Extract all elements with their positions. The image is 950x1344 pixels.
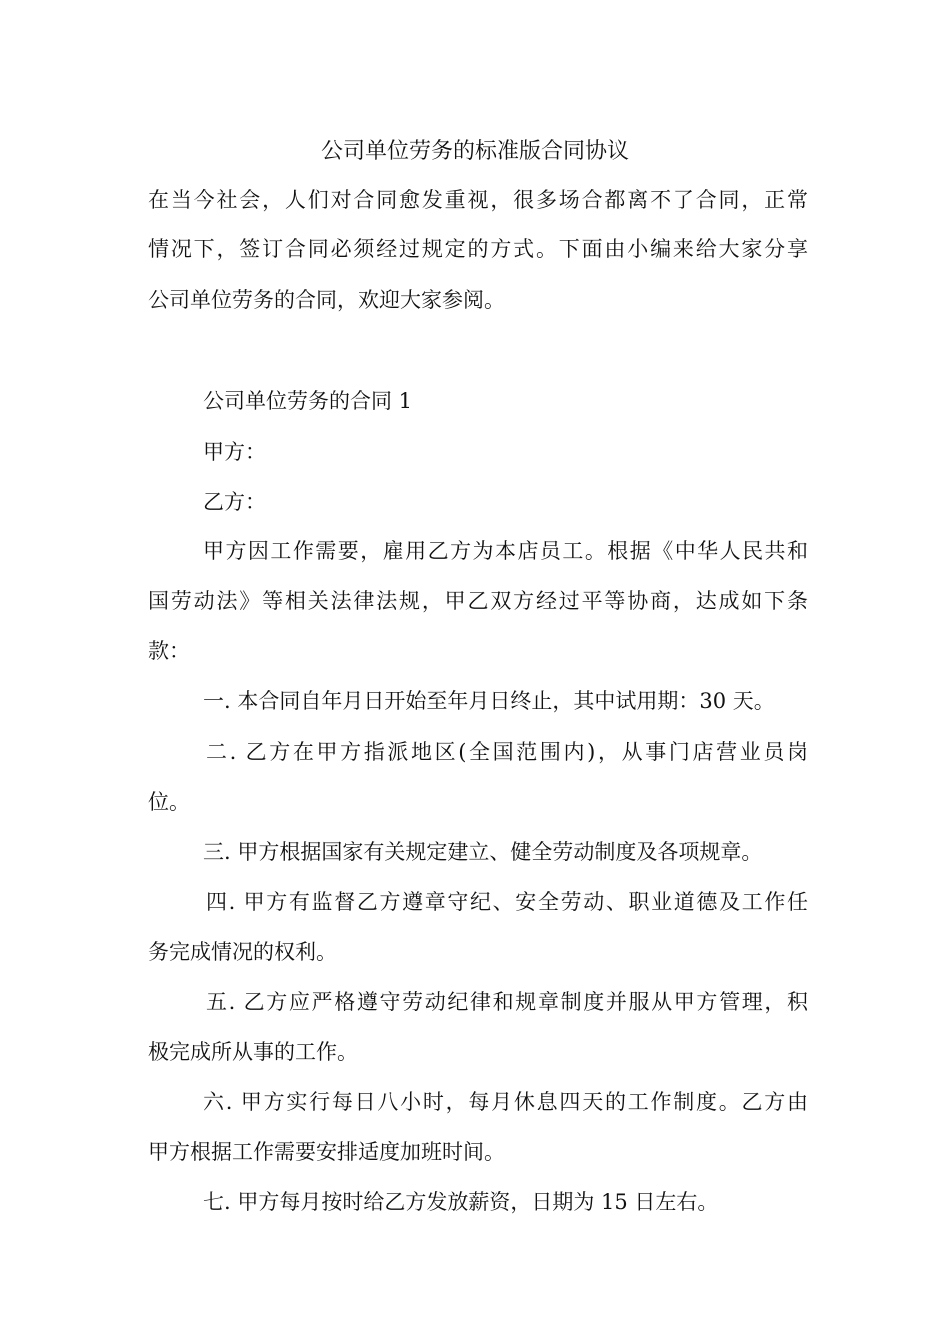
document-title: 公司单位劳务的标准版合同协议 — [320, 139, 629, 164]
clause-2-line-1: 二. 乙方在甲方指派地区(全国范围内)，从事门店营业员岗 — [206, 740, 808, 764]
clause-2-line-2: 位。 — [148, 790, 190, 814]
clause-7-line-1: 七. 甲方每月按时给乙方发放薪资，日期为 15 日左右。 — [203, 1190, 719, 1214]
intro-line-1: 在当今社会，人们对合同愈发重视，很多场合都离不了合同，正常 — [148, 188, 808, 212]
preamble-line-3: 款： — [148, 639, 190, 663]
party-a-label: 甲方： — [203, 440, 266, 464]
clause-3-line-1: 三. 甲方根据国家有关规定建立、健全劳动制度及各项规章。 — [203, 840, 763, 864]
party-b-label: 乙方： — [203, 490, 266, 514]
section-heading: 公司单位劳务的合同 1 — [203, 389, 413, 413]
clause-4-line-2: 务完成情况的权利。 — [148, 940, 337, 964]
clause-1-line-1: 一. 本合同自年月日开始至年月日终止，其中试用期：30 天。 — [203, 689, 775, 713]
preamble-line-1: 甲方因工作需要，雇用乙方为本店员工。根据《中华人民共和 — [203, 539, 808, 563]
intro-line-2: 情况下，签订合同必须经过规定的方式。下面由小编来给大家分享 — [148, 237, 808, 261]
clause-5-line-2: 极完成所从事的工作。 — [148, 1040, 358, 1064]
clause-6-line-1: 六. 甲方实行每日八小时，每月休息四天的工作制度。乙方由 — [203, 1090, 808, 1114]
intro-line-3: 公司单位劳务的合同，欢迎大家参阅。 — [148, 288, 505, 312]
clause-5-line-1: 五. 乙方应严格遵守劳动纪律和规章制度并服从甲方管理，积 — [206, 990, 808, 1014]
preamble-line-2: 国劳动法》等相关法律法规，甲乙双方经过平等协商，达成如下条 — [148, 589, 808, 613]
clause-6-line-2: 甲方根据工作需要安排适度加班时间。 — [148, 1140, 505, 1164]
clause-4-line-1: 四. 甲方有监督乙方遵章守纪、安全劳动、职业道德及工作任 — [206, 890, 808, 914]
